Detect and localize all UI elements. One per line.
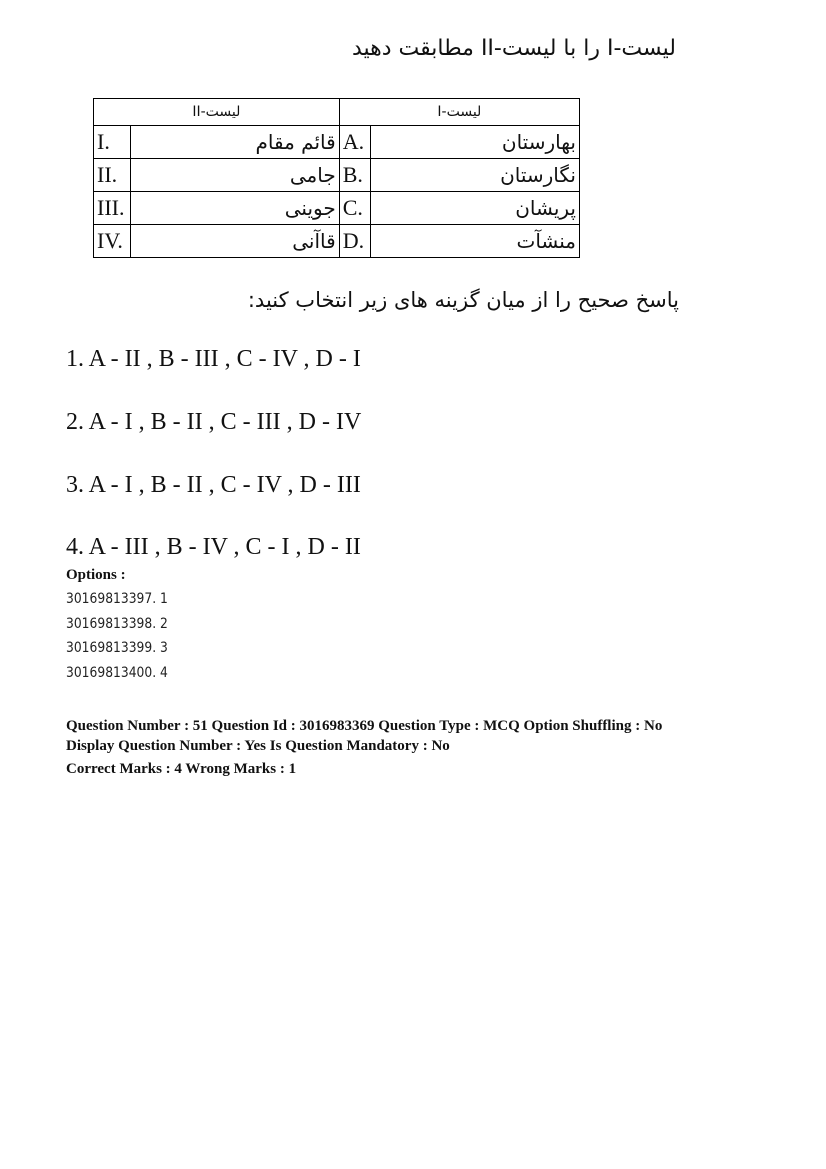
choice-4: 4. A - III , B - IV , C - I , D - II <box>66 534 361 560</box>
list1-item: بهارستان <box>370 126 579 159</box>
list1-item: پریشان <box>370 192 579 225</box>
option-id: 30169813400. 4 <box>66 665 168 681</box>
list1-item: نگارستان <box>370 159 579 192</box>
table-row <box>94 225 580 258</box>
choice-2: 2. A - I , B - II , C - III , D - IV <box>66 409 362 435</box>
list2-item: قائم مقام <box>130 126 339 159</box>
table-row <box>94 192 580 225</box>
marks-line: Correct Marks : 4 Wrong Marks : 1 <box>66 761 297 777</box>
table-row <box>94 159 580 192</box>
option-id: 30169813397. 1 <box>66 591 168 607</box>
header-list-1: لیست-I <box>339 99 579 126</box>
question-meta-line-1: Question Number : 51 Question Id : 3016983369 Question Type : MCQ Option Shuffling : No <box>66 718 663 734</box>
choice-3: 3. A - I , B - II , C - IV , D - III <box>66 472 361 498</box>
table-row <box>94 126 580 159</box>
list1-label: C. <box>339 192 370 225</box>
match-table <box>93 98 580 258</box>
list2-label: II. <box>94 159 131 192</box>
list2-label: I. <box>94 126 131 159</box>
option-id: 30169813399. 3 <box>66 640 168 656</box>
choice-1: 1. A - II , B - III , C - IV , D - I <box>66 346 361 372</box>
options-label: Options : <box>66 567 126 583</box>
question-meta-line-2: Display Question Number : Yes Is Question Mandatory : No <box>66 738 450 754</box>
list1-label: A. <box>339 126 370 159</box>
list2-item: جوینی <box>130 192 339 225</box>
header-list-2: لیست-II <box>94 99 340 126</box>
list1-label: B. <box>339 159 370 192</box>
list1-label: D. <box>339 225 370 258</box>
list1-item: منشآت <box>370 225 579 258</box>
option-id: 30169813398. 2 <box>66 616 168 632</box>
list2-label: III. <box>94 192 131 225</box>
list2-label: IV. <box>94 225 131 258</box>
list2-item: قاآنی <box>130 225 339 258</box>
question-title: لیست-I را با لیست-II مطابقت دهید <box>351 36 676 61</box>
instruction-text: پاسخ صحیح را از میان گزینه های زیر انتخاب کنید: <box>247 288 679 312</box>
list2-item: جامی <box>130 159 339 192</box>
